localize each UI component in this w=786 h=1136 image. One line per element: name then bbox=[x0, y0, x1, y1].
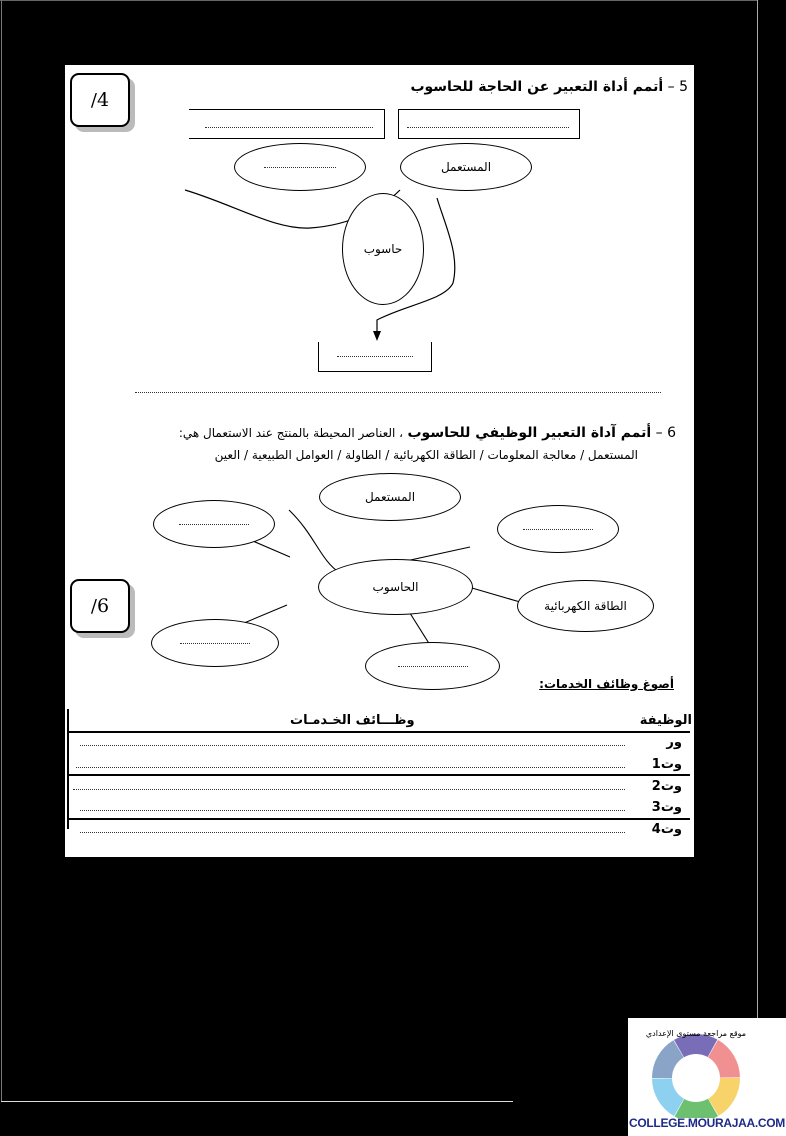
column-header-function: الوظيفة bbox=[639, 713, 692, 728]
score-box-exercise5: / 4 bbox=[70, 73, 130, 127]
answer-line-service-2[interactable] bbox=[73, 789, 625, 790]
row-label-service-2: وت2 bbox=[651, 779, 682, 794]
bubble-blank-bottom[interactable] bbox=[365, 642, 500, 690]
svg-text:موقع مراجعة مستوى الإعدادي: موقع مراجعة مستوى الإعدادي bbox=[645, 1029, 747, 1038]
table-divider bbox=[67, 774, 690, 776]
score-box-exercise6: / 6 bbox=[70, 579, 130, 633]
exercise5-number: 5 – bbox=[667, 79, 688, 95]
exercise6-title-bold: أتمم آداة التعبير الوظيفي للحاسوب bbox=[407, 425, 652, 441]
bubble-blank-left-bottom[interactable] bbox=[151, 619, 279, 667]
row-label-service-3: وت3 bbox=[651, 800, 682, 815]
row-label-main-function: ور bbox=[666, 735, 682, 750]
score-denominator: 6 bbox=[96, 595, 110, 617]
bubble-blank-left-top[interactable] bbox=[153, 500, 275, 548]
frame-bottom-border bbox=[1, 1101, 513, 1102]
exercise5-title-text: أتمم أداة التعبير عن الحاجة للحاسوب bbox=[410, 79, 664, 95]
logo-url: COLLEGE.MOURAJAA.COM bbox=[628, 1116, 785, 1130]
answer-line-service-1[interactable] bbox=[76, 767, 625, 768]
services-subtitle: أصوغ وظائف الخدمات: bbox=[539, 677, 674, 691]
logo-ring-icon bbox=[628, 1018, 786, 1118]
exercise6-connectors bbox=[65, 65, 694, 857]
column-header-services: وظـــائف الخـدمـات bbox=[290, 713, 415, 728]
frame-top-border bbox=[0, 0, 757, 1]
worksheet-page bbox=[65, 65, 694, 857]
table-divider bbox=[67, 731, 690, 733]
bubble-electric-power: الطاقة الكهربائية bbox=[517, 580, 654, 632]
bubble-user: المستعمل bbox=[400, 143, 532, 191]
answer-line-service-3[interactable] bbox=[80, 810, 625, 811]
site-logo[interactable] bbox=[628, 1018, 786, 1136]
bubble-blank-right-top[interactable] bbox=[497, 505, 619, 553]
row-label-service-1: وت1 bbox=[651, 757, 682, 772]
exercise6-title-rest: ، العناصر المحيطة بالمنتج عند الاستعمال هي: bbox=[178, 426, 404, 440]
score-denominator: 4 bbox=[96, 89, 110, 111]
bubble-user: المستعمل bbox=[319, 473, 461, 521]
frame-right-border bbox=[757, 0, 758, 1101]
frame-left-border bbox=[1, 0, 2, 1101]
bubble-computer: حاسوب bbox=[342, 193, 424, 305]
answer-line-main-function[interactable] bbox=[80, 745, 625, 746]
row-label-service-4: وت4 bbox=[651, 822, 682, 837]
bubble-computer-center: الحاسوب bbox=[318, 559, 473, 615]
exercise6-number: 6 – bbox=[655, 425, 676, 441]
answer-line-service-4[interactable] bbox=[80, 832, 625, 833]
exercise6-elements-list: المستعمل / معالجة المعلومات / الطاقة الكهربائية / الطاولة / العوامل الطبيعية / العين bbox=[214, 448, 638, 462]
table-divider bbox=[67, 818, 690, 820]
table-left-border bbox=[67, 709, 69, 829]
